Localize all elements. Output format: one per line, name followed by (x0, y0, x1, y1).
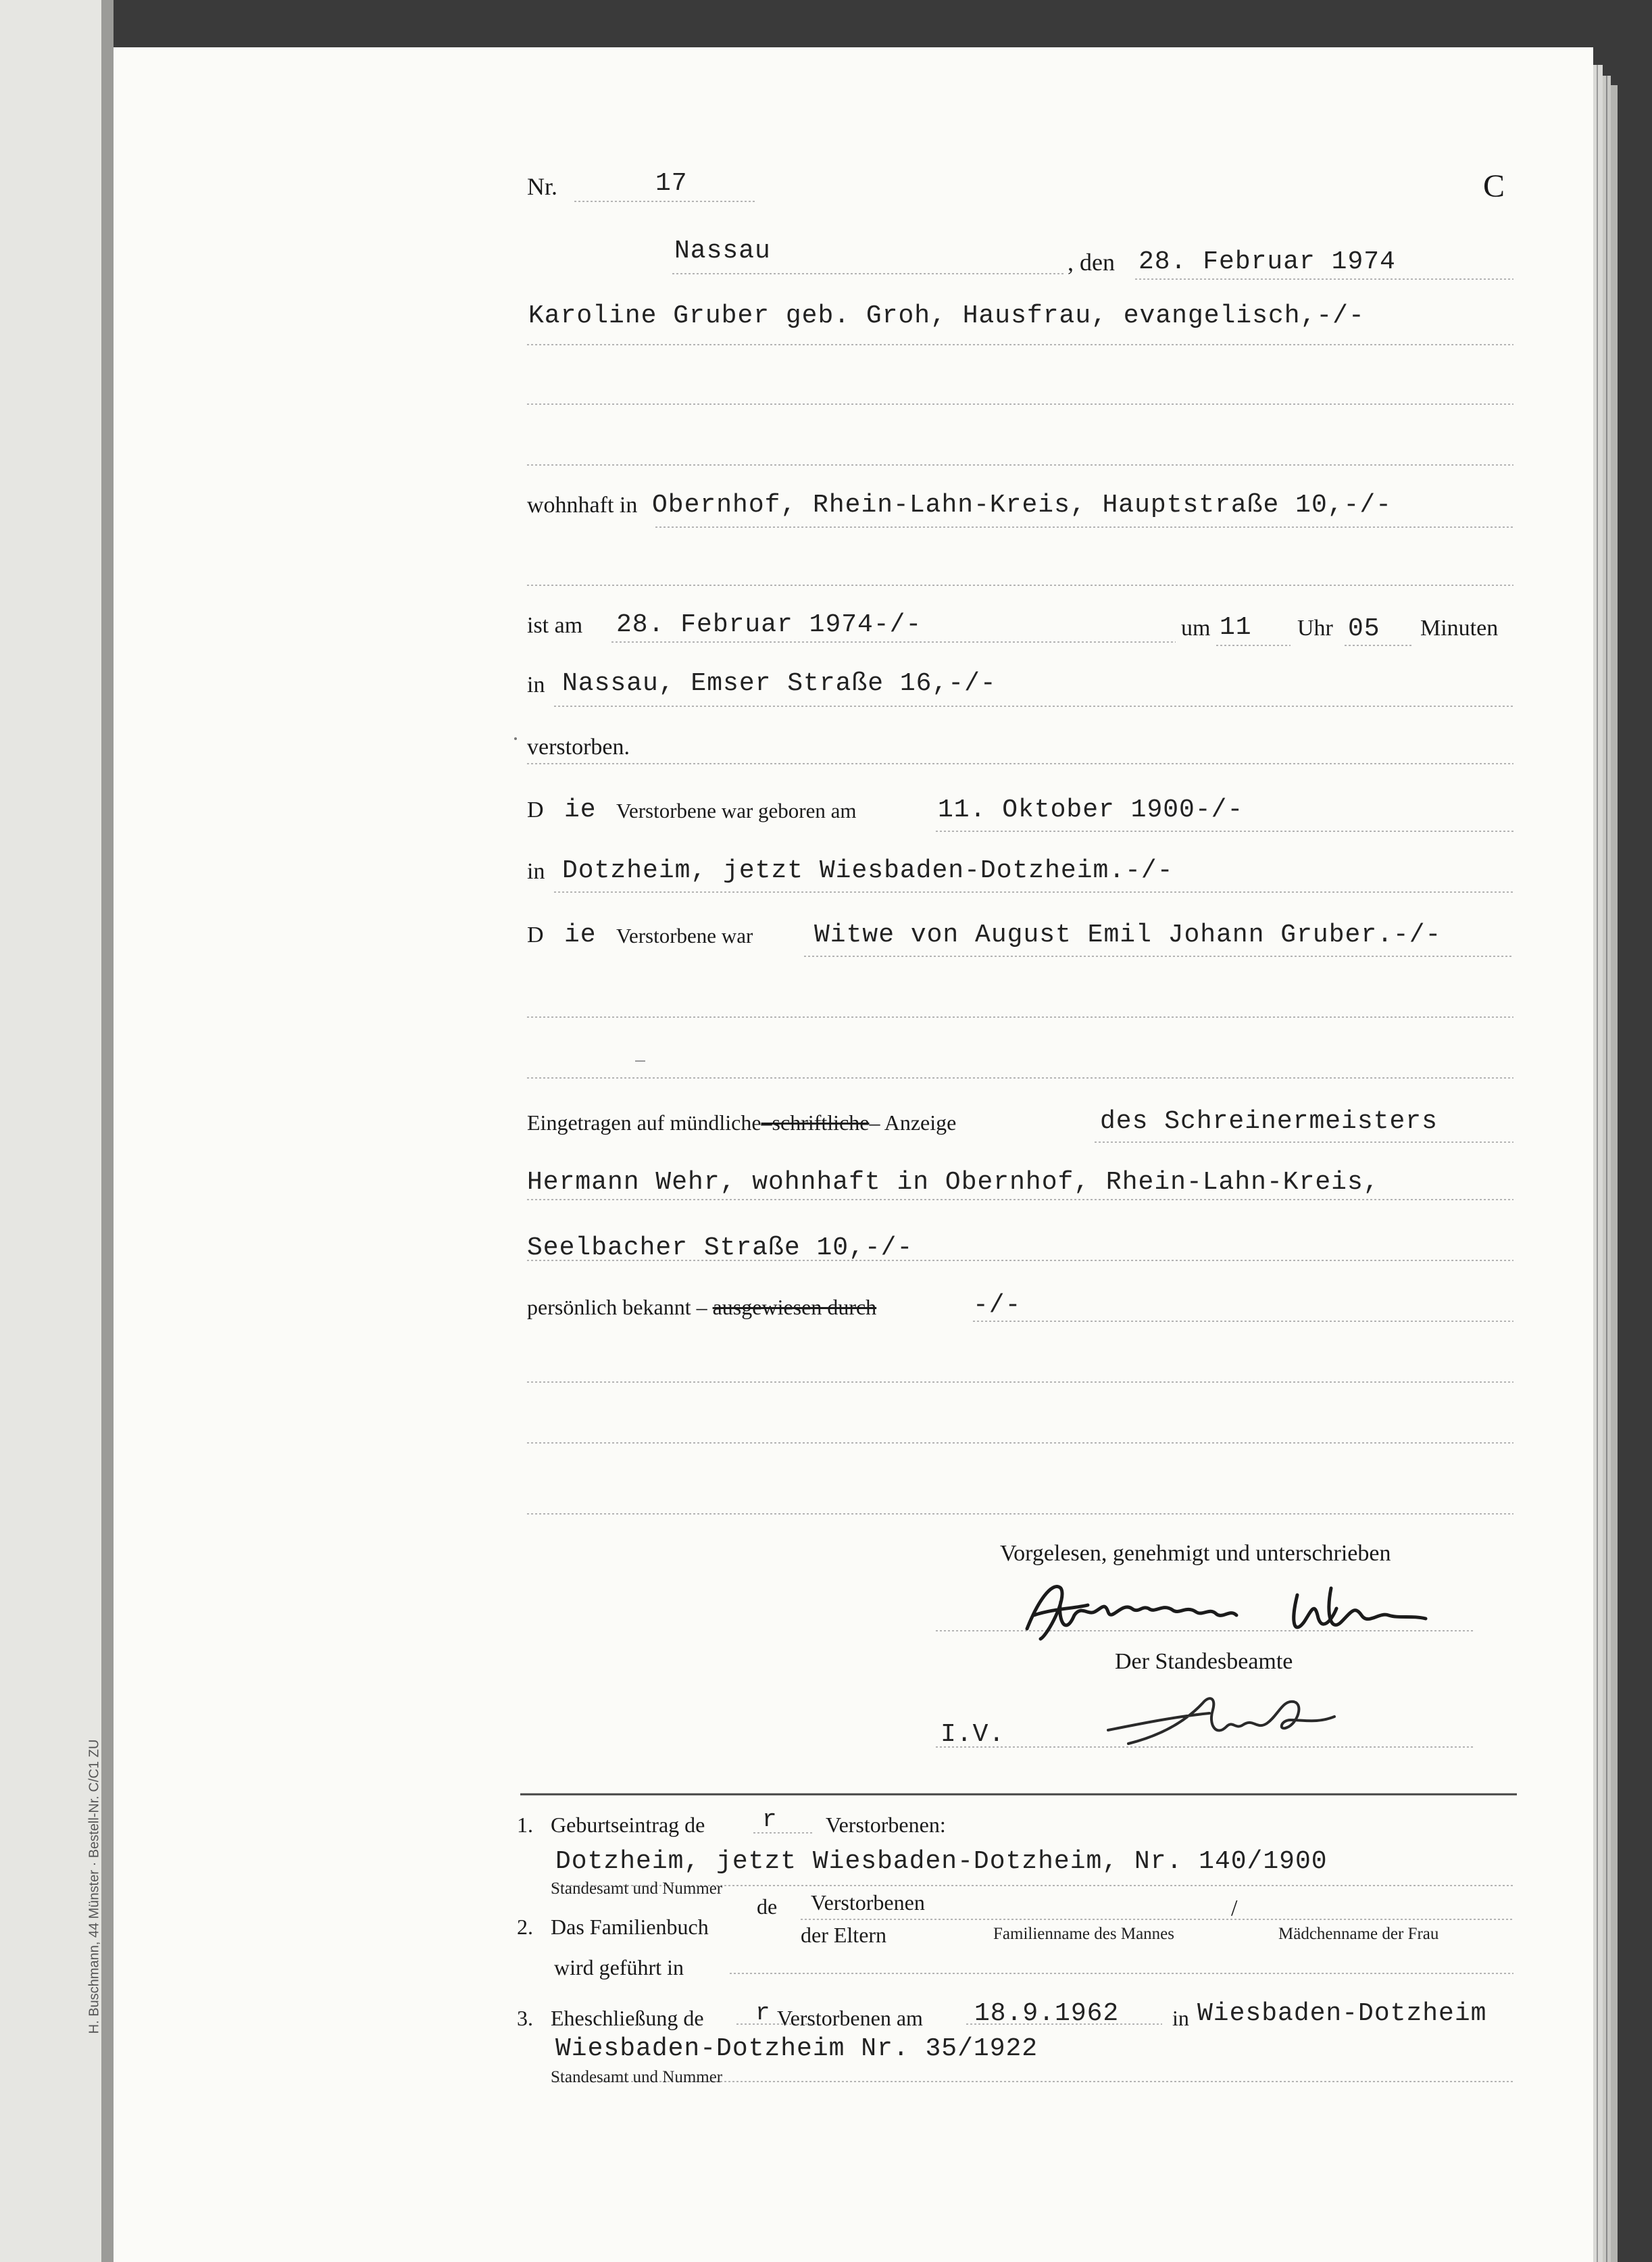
footnote-1-label: Geburtseintrag de (551, 1813, 705, 1837)
birth-register-entry: Dotzheim, jetzt Wiesbaden-Dotzheim, Nr. 140/1900 (555, 1847, 1328, 1876)
birth-article: ie (564, 795, 597, 825)
registrar-label: Der Standesbeamte (1115, 1649, 1293, 1674)
minuten-label: Minuten (1420, 616, 1499, 641)
known-label-text: persönlich bekannt – (527, 1295, 707, 1319)
registry-date: 28. Februar 1974 (1138, 247, 1396, 276)
marriage-place: Wiesbaden-Dotzheim (1197, 1999, 1487, 2028)
husband-name-label: Familienname des Mannes (993, 1925, 1174, 1943)
marriage-date: 18.9.1962 (974, 1999, 1120, 2028)
footnote-1-label-end: Verstorbenen: (826, 1813, 946, 1837)
informant-line-1: des Schreinermeisters (1100, 1107, 1438, 1136)
death-place-label: in (527, 672, 545, 697)
marital-status: Witwe von August Emil Johann Gruber.-/- (814, 920, 1442, 950)
known-label (527, 1295, 876, 1320)
registration-label-end: – Anzeige (869, 1110, 957, 1135)
standesamt-label-1: Standesamt und Nummer (551, 1879, 723, 1898)
footnote-2-slash: / (1231, 1896, 1238, 1921)
birth-d-label: D (527, 797, 544, 822)
death-hour: 11 (1220, 613, 1252, 642)
informant-line-3: Seelbacher Straße 10,-/- (527, 1233, 913, 1262)
registrar-signature (1101, 1683, 1351, 1757)
footnote-3-number: 3. (517, 2006, 533, 2030)
marital-d-label: D (527, 923, 544, 948)
residence-value: Obernhof, Rhein-Lahn-Kreis, Hauptstraße 10,-/- (652, 491, 1392, 520)
footnote-2-verstorbenen: Verstorbenen (811, 1890, 925, 1915)
uhr-label: Uhr (1297, 616, 1333, 641)
nr-label: Nr. (527, 173, 557, 200)
birth-text-label: Verstorbene war geboren am (616, 799, 857, 822)
marriage-register-entry: Wiesbaden-Dotzheim Nr. 35/1922 (555, 2034, 1038, 2063)
wife-name-label: Mädchenname der Frau (1278, 1925, 1439, 1943)
verstorben-label: verstorben. (527, 735, 630, 760)
read-approved-text: Vorgelesen, genehmigt und unterschrieben (1000, 1541, 1391, 1566)
birth-place-label: in (527, 859, 545, 884)
death-place: Nassau, Emser Straße 16,-/- (562, 669, 997, 698)
known-label-struck: ausgewiesen durch (712, 1295, 877, 1319)
death-minutes: 05 (1348, 614, 1380, 643)
informant-line-2: Hermann Wehr, wohnhaft in Obernhof, Rhein-Lahn-Kreis, (527, 1168, 1380, 1197)
kept-in-label: wird geführt in (554, 1955, 684, 1980)
footnote-3-letter: r (755, 1999, 771, 2027)
marriage-in-label: in (1172, 2006, 1189, 2030)
registration-label-start: Eingetragen auf mündliche (527, 1110, 761, 1135)
standesamt-label-2: Standesamt und Nummer (551, 2068, 723, 2086)
footnote-2-label: Das Familienbuch (551, 1915, 709, 1939)
birth-date: 11. Oktober 1900-/- (938, 795, 1244, 825)
registration-label (527, 1110, 956, 1135)
informant-signature (1013, 1575, 1432, 1649)
marital-article: ie (564, 920, 597, 950)
printer-imprint: H. Buschmann, 44 Münster · Bestell-Nr. C/C1 ZU (86, 1739, 102, 2034)
iv-label: I.V. (941, 1720, 1005, 1749)
residence-label: wohnhaft in (527, 493, 638, 518)
death-date-label: ist am (527, 613, 583, 638)
marital-text-label: Verstorbene war (616, 924, 753, 948)
known-value: -/- (973, 1291, 1022, 1320)
footnote-3-label: Eheschließung de (551, 2006, 704, 2030)
nr-value: 17 (655, 169, 688, 198)
section-letter: C (1483, 168, 1505, 204)
footnote-2-number: 2. (517, 1915, 533, 1939)
footnote-2-eltern: der Eltern (801, 1923, 887, 1947)
footnote-3-label-mid: Verstorbenen am (777, 2006, 923, 2030)
footnote-2-de: de (757, 1894, 778, 1919)
registry-place: Nassau (674, 237, 771, 266)
birth-place: Dotzheim, jetzt Wiesbaden-Dotzheim.-/- (562, 856, 1174, 885)
footnote-1-number: 1. (517, 1813, 533, 1837)
death-date: 28. Februar 1974-/- (616, 610, 922, 639)
registration-label-struck: –schriftliche (761, 1110, 870, 1135)
den-label: , den (1068, 249, 1115, 276)
footnote-1-letter: r (762, 1806, 778, 1834)
deceased-name-line: Karoline Gruber geb. Groh, Hausfrau, evangelisch,-/- (528, 301, 1365, 330)
um-label: um (1181, 616, 1211, 641)
